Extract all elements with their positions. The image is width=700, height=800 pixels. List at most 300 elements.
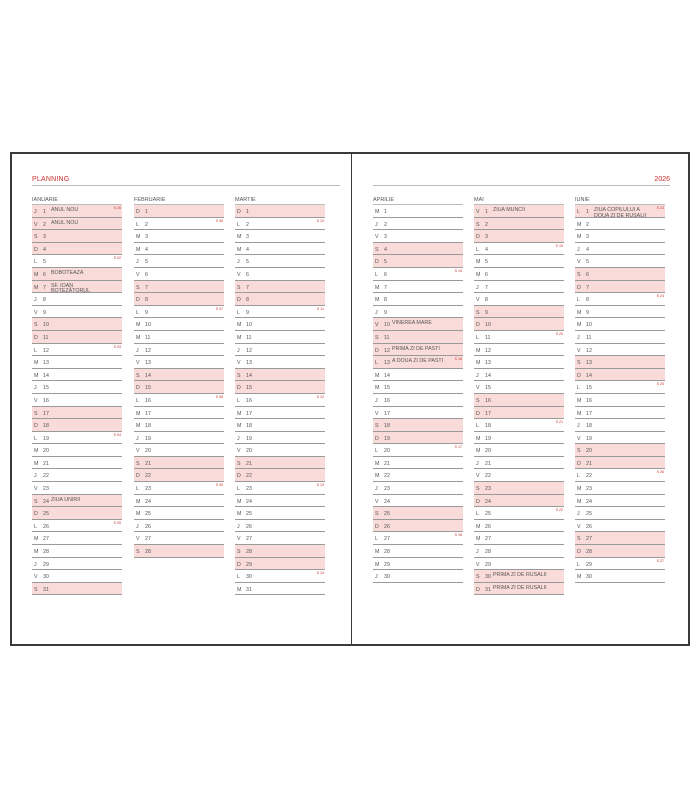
day-row[interactable] — [134, 356, 224, 369]
day-row[interactable] — [575, 520, 665, 533]
day-row[interactable] — [32, 344, 122, 357]
holiday-note: ZIUA UNIRII — [51, 496, 81, 503]
day-row[interactable] — [235, 255, 325, 268]
day-row[interactable] — [575, 432, 665, 445]
day-row[interactable] — [235, 507, 325, 520]
week-number: S 08 — [215, 394, 223, 399]
day-row[interactable] — [373, 205, 463, 218]
page-title: PLANNING — [32, 176, 70, 183]
day-row[interactable] — [235, 495, 325, 508]
day-row[interactable] — [575, 394, 665, 407]
weekday-letter: L — [577, 385, 580, 392]
weekday-letter: S — [237, 284, 241, 291]
day-row[interactable] — [373, 356, 463, 369]
day-row[interactable] — [474, 444, 564, 457]
day-row[interactable] — [575, 558, 665, 571]
day-row[interactable] — [575, 293, 665, 306]
day-number: 4 — [43, 246, 46, 253]
day-row[interactable] — [134, 268, 224, 281]
day-number: 27 — [145, 536, 151, 543]
day-row[interactable] — [474, 507, 564, 520]
day-number: 15 — [384, 385, 390, 392]
weekday-letter: J — [577, 334, 580, 341]
weekday-letter: L — [375, 448, 378, 455]
weekday-letter: V — [375, 234, 379, 241]
day-row[interactable] — [575, 205, 665, 218]
day-row[interactable] — [32, 495, 122, 508]
week-number: S 23 — [656, 206, 664, 210]
weekday-letter: D — [34, 246, 38, 253]
day-number: 20 — [485, 448, 491, 455]
day-row[interactable] — [373, 532, 463, 545]
weekday-letter: M — [476, 448, 481, 455]
day-row[interactable] — [373, 419, 463, 432]
day-row[interactable] — [373, 507, 463, 520]
day-row[interactable] — [235, 381, 325, 394]
weekday-letter: S — [577, 536, 581, 543]
day-row[interactable] — [474, 558, 564, 571]
day-row[interactable] — [134, 381, 224, 394]
weekday-letter: J — [476, 549, 479, 556]
day-row[interactable] — [32, 444, 122, 457]
day-row[interactable] — [32, 369, 122, 382]
day-row[interactable] — [575, 369, 665, 382]
day-row[interactable] — [575, 444, 665, 457]
day-row[interactable] — [235, 457, 325, 470]
day-number: 23 — [145, 486, 151, 493]
day-number: 26 — [43, 523, 49, 530]
day-row[interactable] — [32, 520, 122, 533]
day-row[interactable] — [235, 318, 325, 331]
weekday-letter: L — [237, 486, 240, 493]
holiday-note: ANUL NOU — [51, 207, 79, 213]
month-name: APRILIE — [373, 196, 463, 205]
weekday-letter: L — [136, 486, 139, 493]
day-row[interactable] — [575, 306, 665, 319]
day-row[interactable] — [373, 570, 463, 583]
day-row[interactable] — [235, 558, 325, 571]
day-row[interactable] — [575, 331, 665, 344]
day-row[interactable] — [373, 331, 463, 344]
day-row[interactable] — [32, 243, 122, 256]
day-row[interactable] — [32, 255, 122, 268]
day-number: 14 — [586, 372, 592, 379]
weekday-letter: J — [34, 473, 37, 480]
day-row[interactable] — [373, 230, 463, 243]
day-row[interactable] — [373, 243, 463, 256]
left-page — [12, 154, 350, 644]
day-number: 12 — [384, 347, 390, 354]
day-row[interactable] — [373, 306, 463, 319]
day-number: 16 — [586, 397, 592, 404]
day-number: 30 — [246, 574, 252, 581]
day-row[interactable] — [373, 469, 463, 482]
day-row[interactable] — [474, 331, 564, 344]
day-row[interactable] — [373, 482, 463, 495]
day-row[interactable] — [235, 331, 325, 344]
day-row[interactable] — [32, 507, 122, 520]
day-row[interactable] — [235, 369, 325, 382]
weekday-letter: S — [136, 460, 140, 467]
day-row[interactable] — [134, 318, 224, 331]
day-row[interactable] — [134, 218, 224, 231]
day-row[interactable] — [474, 268, 564, 281]
weekday-letter: M — [237, 423, 242, 430]
day-row[interactable] — [575, 268, 665, 281]
weekday-letter: J — [34, 385, 37, 392]
day-number: 3 — [246, 234, 249, 241]
day-row[interactable] — [32, 432, 122, 445]
day-row[interactable] — [32, 469, 122, 482]
day-row[interactable] — [32, 356, 122, 369]
weekday-letter: M — [34, 284, 39, 291]
day-row[interactable] — [474, 281, 564, 294]
header-rule — [32, 185, 340, 186]
day-number: 1 — [43, 209, 46, 215]
day-row[interactable] — [32, 218, 122, 231]
week-number: S 25 — [656, 382, 664, 387]
day-number: 7 — [586, 284, 589, 291]
day-number: 15 — [145, 385, 151, 392]
weekday-letter: V — [34, 574, 38, 581]
month-name: IANUARIE — [32, 196, 122, 205]
weekday-letter: L — [34, 259, 37, 266]
day-row[interactable] — [134, 293, 224, 306]
day-row[interactable] — [373, 495, 463, 508]
day-row[interactable] — [575, 457, 665, 470]
day-number: 15 — [43, 385, 49, 392]
weekday-letter: D — [34, 334, 38, 341]
weekday-letter: J — [577, 423, 580, 430]
day-row[interactable] — [474, 394, 564, 407]
day-row[interactable] — [575, 545, 665, 558]
day-row[interactable] — [373, 457, 463, 470]
day-row[interactable] — [134, 532, 224, 545]
day-row[interactable] — [474, 469, 564, 482]
day-row[interactable] — [474, 495, 564, 508]
day-row[interactable] — [474, 230, 564, 243]
day-row[interactable] — [32, 482, 122, 495]
weekday-letter: M — [476, 360, 481, 367]
day-row[interactable] — [575, 356, 665, 369]
weekday-letter: M — [237, 246, 242, 253]
day-row[interactable] — [134, 230, 224, 243]
day-number: 10 — [246, 322, 252, 329]
day-number: 29 — [485, 561, 491, 568]
day-number: 26 — [485, 523, 491, 530]
day-number: 26 — [145, 523, 151, 530]
day-row[interactable] — [235, 432, 325, 445]
day-number: 22 — [43, 473, 49, 480]
day-row[interactable] — [134, 205, 224, 218]
day-row[interactable] — [373, 394, 463, 407]
day-row[interactable] — [134, 457, 224, 470]
day-row[interactable] — [134, 369, 224, 382]
day-row[interactable] — [474, 344, 564, 357]
day-number: 16 — [485, 397, 491, 404]
day-number: 2 — [586, 221, 589, 228]
day-row[interactable] — [32, 570, 122, 583]
holiday-note: PRIMA ZI DE RUSALII — [493, 572, 547, 579]
day-number: 2 — [246, 221, 249, 228]
day-row[interactable] — [32, 381, 122, 394]
day-row[interactable] — [235, 268, 325, 281]
weekday-letter: S — [34, 586, 38, 593]
day-row[interactable] — [32, 457, 122, 470]
day-row[interactable] — [235, 482, 325, 495]
day-row[interactable] — [474, 369, 564, 382]
day-row[interactable] — [134, 432, 224, 445]
day-row[interactable] — [474, 293, 564, 306]
day-row[interactable] — [134, 419, 224, 432]
day-row[interactable] — [235, 243, 325, 256]
weekday-letter: D — [577, 460, 581, 467]
day-row[interactable] — [575, 243, 665, 256]
weekday-letter: M — [237, 498, 242, 505]
day-row[interactable] — [235, 545, 325, 558]
day-number: 21 — [145, 460, 151, 467]
weekday-letter: S — [34, 410, 38, 417]
day-row[interactable] — [373, 545, 463, 558]
day-number: 3 — [586, 234, 589, 241]
weekday-letter: M — [34, 448, 39, 455]
day-row[interactable] — [575, 344, 665, 357]
day-row[interactable] — [235, 205, 325, 218]
weekday-letter: M — [136, 246, 141, 253]
weekday-letter: D — [476, 322, 480, 329]
day-row[interactable] — [575, 495, 665, 508]
day-row[interactable] — [32, 419, 122, 432]
weekday-letter: L — [237, 574, 240, 581]
day-row[interactable] — [235, 469, 325, 482]
day-row[interactable] — [474, 243, 564, 256]
day-row[interactable] — [474, 318, 564, 331]
day-number: 1 — [145, 209, 148, 215]
day-row[interactable] — [32, 407, 122, 420]
day-row[interactable] — [373, 520, 463, 533]
day-row[interactable] — [373, 268, 463, 281]
day-number: 25 — [43, 511, 49, 518]
day-row[interactable] — [575, 281, 665, 294]
day-row[interactable] — [373, 281, 463, 294]
weekday-letter: S — [577, 360, 581, 367]
day-row[interactable] — [373, 432, 463, 445]
weekday-letter: J — [375, 486, 378, 493]
day-row[interactable] — [134, 331, 224, 344]
day-row[interactable] — [32, 558, 122, 571]
day-row[interactable] — [235, 218, 325, 231]
day-number: 22 — [485, 473, 491, 480]
day-row[interactable] — [32, 230, 122, 243]
weekday-letter: L — [476, 423, 479, 430]
day-number: 29 — [586, 561, 592, 568]
day-row[interactable] — [235, 356, 325, 369]
day-row[interactable] — [134, 281, 224, 294]
weekday-letter: J — [577, 511, 580, 518]
day-number: 27 — [43, 536, 49, 543]
day-row[interactable] — [575, 218, 665, 231]
day-row[interactable] — [32, 394, 122, 407]
weekday-letter: M — [136, 322, 141, 329]
day-row[interactable] — [235, 230, 325, 243]
weekday-letter: M — [136, 234, 141, 241]
day-row[interactable] — [373, 444, 463, 457]
weekday-letter: V — [237, 536, 241, 543]
day-row[interactable] — [474, 583, 564, 596]
day-row[interactable] — [134, 545, 224, 558]
day-number: 6 — [485, 271, 488, 278]
day-row[interactable] — [235, 306, 325, 319]
day-row[interactable] — [235, 293, 325, 306]
day-row[interactable] — [575, 230, 665, 243]
day-row[interactable] — [32, 293, 122, 306]
day-row[interactable] — [474, 218, 564, 231]
day-row[interactable] — [235, 344, 325, 357]
day-row[interactable] — [474, 545, 564, 558]
week-number: S 07 — [215, 306, 223, 311]
day-row[interactable] — [32, 268, 122, 281]
day-row[interactable] — [134, 407, 224, 420]
day-row[interactable] — [373, 218, 463, 231]
weekday-letter: M — [136, 334, 141, 341]
day-row[interactable] — [373, 407, 463, 420]
day-number: 17 — [586, 410, 592, 417]
day-row[interactable] — [474, 419, 564, 432]
day-row[interactable] — [235, 583, 325, 596]
day-number: 13 — [586, 360, 592, 367]
day-row[interactable] — [32, 583, 122, 596]
day-row[interactable] — [575, 318, 665, 331]
day-number: 20 — [586, 448, 592, 455]
weekday-letter: V — [34, 309, 38, 316]
weekday-letter: M — [375, 549, 380, 556]
day-row[interactable] — [373, 558, 463, 571]
day-number: 11 — [246, 334, 252, 341]
weekday-letter: J — [476, 372, 479, 379]
day-row[interactable] — [32, 545, 122, 558]
day-row[interactable] — [235, 419, 325, 432]
day-number: 28 — [246, 549, 252, 556]
day-row[interactable] — [235, 520, 325, 533]
day-row[interactable] — [373, 293, 463, 306]
day-row[interactable] — [575, 255, 665, 268]
day-number: 11 — [145, 334, 151, 341]
day-row[interactable] — [474, 407, 564, 420]
day-row[interactable] — [32, 532, 122, 545]
day-row[interactable] — [474, 457, 564, 470]
day-row[interactable] — [134, 520, 224, 533]
day-row[interactable] — [134, 255, 224, 268]
weekday-letter: M — [577, 322, 582, 329]
day-row[interactable] — [235, 570, 325, 583]
day-row[interactable] — [575, 469, 665, 482]
day-row[interactable] — [32, 318, 122, 331]
day-row[interactable] — [32, 306, 122, 319]
day-row[interactable] — [575, 482, 665, 495]
day-row[interactable] — [134, 243, 224, 256]
day-number: 24 — [246, 498, 252, 505]
day-row[interactable] — [32, 281, 122, 294]
day-row[interactable] — [575, 407, 665, 420]
day-row[interactable] — [474, 532, 564, 545]
day-row[interactable] — [474, 205, 564, 218]
day-number: 27 — [586, 536, 592, 543]
holiday-note: BOBOTEAZA — [51, 269, 84, 276]
day-number: 23 — [246, 486, 252, 493]
day-row[interactable] — [235, 532, 325, 545]
day-row[interactable] — [474, 520, 564, 533]
day-number: 19 — [384, 435, 390, 442]
day-row[interactable] — [575, 532, 665, 545]
day-row[interactable] — [373, 369, 463, 382]
day-number: 17 — [246, 410, 252, 417]
day-row[interactable] — [474, 432, 564, 445]
weekday-letter: V — [476, 561, 480, 568]
day-row[interactable] — [134, 394, 224, 407]
day-row[interactable] — [474, 306, 564, 319]
day-number: 23 — [485, 486, 491, 493]
weekday-letter: L — [136, 397, 139, 404]
weekday-letter: M — [136, 423, 141, 430]
day-row[interactable] — [373, 344, 463, 357]
day-row[interactable] — [373, 255, 463, 268]
day-row[interactable] — [32, 205, 122, 218]
weekday-letter: L — [375, 360, 378, 367]
day-number: 14 — [145, 372, 151, 379]
day-number: 16 — [384, 397, 390, 404]
weekday-letter: J — [375, 221, 378, 228]
day-row[interactable] — [373, 318, 463, 331]
day-number: 19 — [586, 435, 592, 442]
day-row[interactable] — [134, 306, 224, 319]
day-row[interactable] — [474, 570, 564, 583]
month-name: FEBRUARIE — [134, 196, 224, 205]
weekday-letter: V — [375, 322, 379, 329]
day-row[interactable] — [235, 444, 325, 457]
day-row[interactable] — [474, 356, 564, 369]
day-row[interactable] — [235, 394, 325, 407]
day-number: 20 — [145, 448, 151, 455]
weekday-letter: M — [476, 271, 481, 278]
day-row[interactable] — [32, 331, 122, 344]
weekday-letter: V — [577, 347, 581, 354]
day-row[interactable] — [474, 482, 564, 495]
weekday-letter: M — [476, 536, 481, 543]
day-row[interactable] — [575, 381, 665, 394]
day-row[interactable] — [575, 419, 665, 432]
day-row[interactable] — [474, 255, 564, 268]
day-row[interactable] — [235, 407, 325, 420]
day-row[interactable] — [134, 444, 224, 457]
day-row[interactable] — [134, 482, 224, 495]
day-row[interactable] — [235, 281, 325, 294]
week-number: S 06 — [215, 218, 223, 223]
day-row[interactable] — [134, 507, 224, 520]
weekday-letter: M — [577, 397, 582, 404]
weekday-letter: L — [237, 221, 240, 228]
day-row[interactable] — [575, 507, 665, 520]
day-row[interactable] — [134, 344, 224, 357]
day-row[interactable] — [575, 570, 665, 583]
day-row[interactable] — [134, 469, 224, 482]
day-number: 18 — [43, 423, 49, 430]
day-row[interactable] — [134, 495, 224, 508]
weekday-letter: J — [136, 435, 139, 442]
day-row[interactable] — [474, 381, 564, 394]
day-number: 21 — [246, 460, 252, 467]
day-row[interactable] — [373, 381, 463, 394]
weekday-letter: D — [34, 511, 38, 518]
